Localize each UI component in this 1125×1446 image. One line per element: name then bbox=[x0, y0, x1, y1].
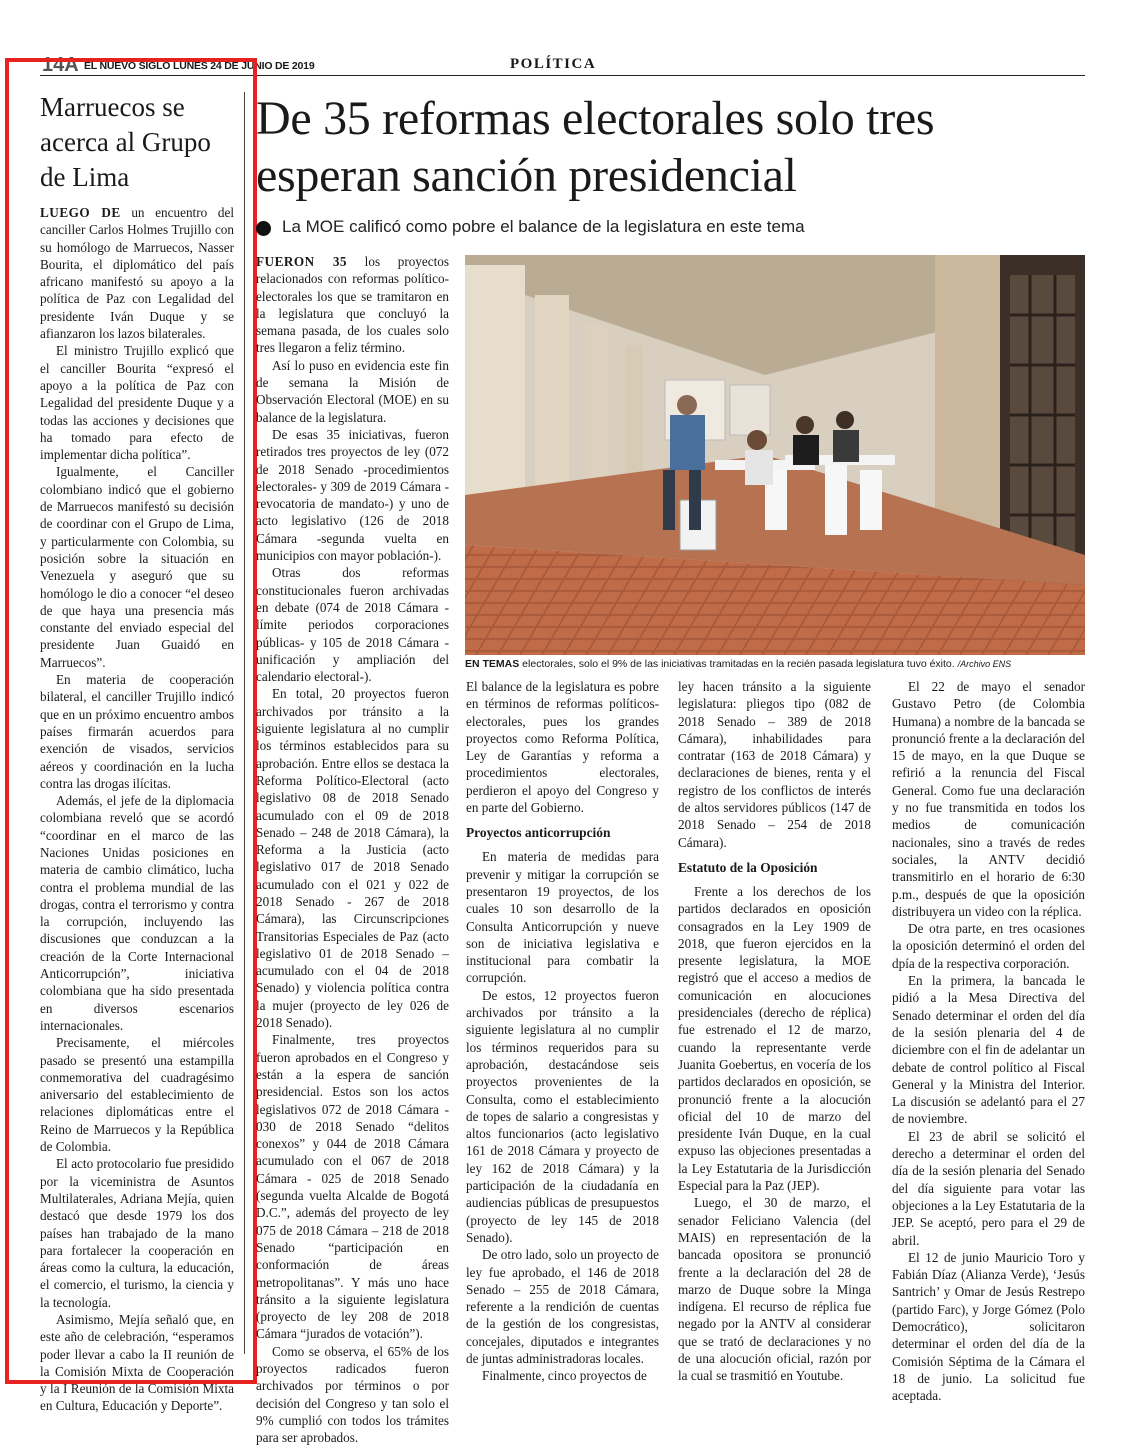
article-paragraph: Finalmente, tres proyectos fueron aprobados en el Congreso y están a la espera de sanción presidencial. Estos son los actos legislativos 072 de 2018 Cámara - 030 de 2018 Senado “delitos conexos” y 044 de 2018 Cámara acumulado con el 067 de 2018 Cámara - 025 de 2018 Senado (segunda vuelta Alcalde de Bogotá D.C.”, además del proyecto de ley 075 de 2018 Cámara – 218 de 2018 Senado “participación en conformación de áreas metropolitanas”. Y más uno hace tránsito a la siguiente legislatura (proyecto de ley 208 de 2018 Cámara “jurados de votación”). bbox=[256, 1032, 449, 1342]
sidebar-paragraph: Precisamente, el miércoles pasado se presentó una estampilla conmemorativa del cuadragésimo aniversario del establecimiento de relaciones diplomáticas entre el Reino de Marruecos y la República de Colombia. bbox=[40, 1035, 234, 1155]
sidebar-paragraph: Además, el jefe de la diplomacia colombiana reveló que se acordó “coordinar en el marco de las Naciones Unidas posiciones en materia de cambio climático, lucha contra el problema mundial de las drogas, contra el terrorismo y contra la corrupción, incluyendo las discusiones que conduzcan a la creación de la Corte Internacional Anticorrupción”, iniciativa colombiana que ha sido presentada en diversos escenarios internacionales. bbox=[40, 793, 234, 1033]
article-paragraph: El 22 de mayo el senador Gustavo Petro (de Colombia Humana) a nombre de la bancada se pronunció frente a la declaración del 15 de mayo, en la que Duque se refirió a la renuncia del Fiscal General. Como fue una declaración y no fue transmitida en todos los medios de comunicación nacionales, sino a través de redes sociales, la ANTV decidió transmitirlo en el horario de 6:30 p.m., después de que la oposición distribuyera un video con la réplica. bbox=[892, 679, 1085, 919]
voting-scene-illustration bbox=[465, 255, 1085, 655]
highlight-box bbox=[5, 58, 257, 1384]
article-subtitle: La MOE calificó como pobre el balance de la legislatura en este tema bbox=[282, 217, 805, 236]
section-label: POLÍTICA bbox=[510, 56, 597, 72]
article-title: De 35 reformas electorales solo tres esperan sanción presidencial bbox=[256, 92, 935, 202]
article-paragraph: De estos, 12 proyectos fueron archivados por tránsito a la siguiente legislatura al no cumplir los términos requeridos para su aprobación, destacándose seis proyectos provenientes de la Consulta, como el establecimiento de topes de salario a congresistas y altos funcionarios (acto legislativo 161 de 2018 Cámara y proyecto de ley 162 de 2018 Cámara) y la participación de la ciudadanía en audiencias públicas de presupuestos (proyecto de ley 145 de 2018 Senado). bbox=[466, 987, 659, 1245]
article-paragraph: El 23 de abril se solicitó el derecho a determinar el orden del día de la sesión plenaria del Senado del día siguiente para votar las objeciones a la Ley Estatutaria de la JEP. Se aceptó, pero para el 29 de abril. bbox=[892, 1128, 1085, 1248]
article-kicker: FUERON 35 bbox=[256, 254, 348, 269]
article-column-4 bbox=[892, 678, 1085, 1404]
article-lead-text: los proyectos relacionados con reformas político-electorales los que se tramitaron en la legislatura que concluyó la semana pasada, de los cuales solo tres llegaron a feliz término. bbox=[256, 254, 449, 356]
article-paragraph: Así lo puso en evidencia este fin de semana la Misión de Observación Electoral (MOE) en su balance de la legislatura. bbox=[256, 357, 449, 425]
sidebar-title: Marruecos se acerca al Grupo de Lima bbox=[40, 92, 211, 192]
sidebar-lead-text: un encuentro del canciller Carlos Holmes Trujillo con su homólogo de Marruecos, Nasser Bourita, el diplomático del país africano manifestó su apoyo a la política de Paz con Legalidad del presidente Iván Duque y se afianzaron los lazos bilaterales. bbox=[40, 205, 234, 342]
subheading-oposicion: Estatuto de la Oposición bbox=[678, 859, 818, 875]
bullet-icon bbox=[256, 221, 271, 236]
caption-credit: /Archivo ENS bbox=[957, 659, 1012, 669]
sidebar-paragraph: El ministro Trujillo explicó que el canciller Bourita “expresó el apoyo a la política de Paz con Legalidad del presidente Duque y a todas las acciones y decisiones que ha tomado para efecto de implementar dicha política”. bbox=[40, 343, 234, 463]
sidebar-paragraph: Igualmente, el Canciller colombiano indicó que el gobierno de Marruecos manifestó su decisión de coordinar con el Grupo de Lima, y particularmente con Colombia, su posición sobre la situación en Venezuela y aseguró que su homólogo le dio a conocer “el deseo de que haya una presencia más constante del enviado especial del presidente Juan Guaidó en Marruecos”. bbox=[40, 464, 234, 670]
article-paragraph: Frente a los derechos de los partidos declarados en oposición consagrados en la Ley 1909 de 2018, que fueron ejercidos en la presente legislatura, la MOE registró que el acceso a medios de comunicación en alocuciones presidenciales (derecho de réplica) fue estrenado el 12 de marzo, cuando la representante verde Juanita Goebertus, en vocería de los partidos declarados en oposición, se pronunció frente a la alocución oficial del 10 de marzo del presidente Iván Duque, en la cual expuso las objeciones presentadas a la Ley Estatutaria de la Jurisdicción Especial para la Paz (JEP). bbox=[678, 883, 871, 1194]
sidebar-paragraph: El acto protocolario fue presidido por la viceministra de Asuntos Multilaterales, Adriana Mejía, quien destacó que desde 1979 los dos países han trabajado de la mano para fortalecer la cooperación en áreas como la cultura, la educación, el comercio, el turismo, la ciencia y la tecnología. bbox=[40, 1156, 234, 1310]
article-paragraph: En materia de medidas para prevenir y mitigar la corrupción se presentaron 19 proyectos, de los cuales 10 son desarrollo de la Consulta Anticorrupción y nueve son de iniciativa legislativa e institucional para combatir la corrupción. bbox=[466, 849, 659, 986]
article-column-3 bbox=[678, 678, 871, 1384]
article-column-2 bbox=[466, 678, 659, 1384]
article-paragraph: El balance de la legislatura es pobre en términos de reformas políticos-electorales, pues los grandes proyectos como Reforma Política, Ley de Garantías y reforma a procedimientos electorales, perdieron el apoyo del Congreso y en parte del Gobierno. bbox=[466, 679, 659, 816]
subheading-anticorrupcion: Proyectos anticorrupción bbox=[466, 825, 611, 841]
article-photo bbox=[465, 255, 1085, 655]
article-paragraph: El 12 de junio Mauricio Toro y Fabián Díaz (Alianza Verde), ‘Jesús Santrich’ y Omar de Jesús Restrepo (partido Farc), y Jorge Gómez (Polo Democrático), solicitaron determinar el orden del día de la Comisión Séptima de la Cámara el 18 de junio. La solicitud fue aceptada. bbox=[892, 1249, 1085, 1404]
sidebar-paragraph: Asimismo, Mejía señaló que, en este año de celebración, “esperamos poder llevar a cabo la II reunión de la Comisión Mixta de Cooperación y la I Reunión de la Comisión Mixta en Cultura, Educación y Deporte”. bbox=[40, 1312, 234, 1414]
article-paragraph: ley hacen tránsito a la siguiente legislatura: pliegos tipo (082 de 2018 Senado – 389 de 2018 Cámara), inhabilidades para contratar (163 de 2018 Cámara) y declaraciones de bienes, renta y el registro de los conflictos de interés de altos servidores públicos (147 de 2018 Senado – 254 de 2018 Cámara). bbox=[678, 679, 871, 850]
article-paragraph: De esas 35 iniciativas, fueron retirados tres proyectos de ley (072 de 2018 Senado -procedimientos electorales- y 309 de 2019 Cámara -revocatoria de mandato-) y uno de acto legislativo (126 de 2018 Cámara -segunda vuelta en municipios con mayor población-). bbox=[256, 426, 449, 564]
caption-lead: EN TEMAS bbox=[465, 658, 520, 670]
photo-caption bbox=[465, 658, 1085, 670]
article-paragraph: En total, 20 proyectos fueron archivados por tránsito a la siguiente legislatura al no cumplir los términos establecidos para su aprobación. Entre ellos se destaca la Reforma Político-Electoral (acto legislativo 08 de 2018 Senado acumulado con el 09 de 2018 Senado – 248 de 2018 Cámara), la Reforma a la Justicia (acto legislativo 017 de 2018 Senado acumulado con el 021 y 022 de 2018 Senado - 267 de 2018 Cámara), las Circunscripciones Transitorias Especiales de Paz (acto legislativo 01 de 2018 Senado – acumulado con el 04 de 2018 Senado) y violencia política contra la mujer (proyecto de ley 026 de 2018 Senado). bbox=[256, 686, 449, 1031]
article-column-1 bbox=[256, 253, 449, 1446]
paper-info: EL NUEVO SIGLO LUNES 24 DE JUNIO DE 2019 bbox=[84, 60, 315, 72]
article-paragraph: En la primera, la bancada le pidió a la Mesa Directiva del Senado determinar el orden del día de la sesión plenaria del 4 de diciembre con el fin de adelantar un debate de control político al Fiscal General y la Ministra del Interior. La discusión se adelantó para el 27 de noviembre. bbox=[892, 973, 1085, 1127]
article-paragraph: Finalmente, cinco proyectos de bbox=[482, 1368, 647, 1384]
article-paragraph: Como se observa, el 65% de los proyectos radicados fueron archivados por términos o por decisión del Congreso y tan solo el 9% cumplió con todos los trámites para ser aprobados. bbox=[256, 1343, 449, 1446]
page-number: 14A bbox=[42, 54, 79, 76]
article-paragraph: Luego, el 30 de marzo, el senador Feliciano Valencia (del MAIS) en representación de la bancada opositora se pronunció frente a la declaración del 28 de marzo de Duque sobre la Minga indígena. El recurso de réplica fue negado por la ANTV al considerar que se trató de declaraciones y no de una alocución oficial, razón por la cual se trasmitió en Youtube. bbox=[678, 1195, 871, 1384]
caption-text: electorales, solo el 9% de las iniciativas tramitadas en la recién pasada legislatura tuvo éxito. bbox=[519, 658, 955, 670]
article-lead bbox=[256, 253, 449, 357]
article-paragraph: De otra parte, en tres ocasiones la oposición determinó el orden del dpía de la respectiva corporación. bbox=[892, 921, 1085, 971]
sidebar-kicker: LUEGO DE bbox=[40, 205, 121, 220]
sidebar-paragraph: En materia de cooperación bilateral, el canciller Trujillo indicó que en un próximo encuentro ambos países firmarán acuerdos para exención de visados, servicios aéreos y coordinación en la lucha contra las drogas ilícitas. bbox=[40, 672, 234, 791]
article-paragraph: De otro lado, solo un proyecto de ley fue aprobado, el 146 de 2018 Senado – 255 de 2018 Cámara, referente a la rendición de cuentas de la gestión de los congresistas, concejales, diputados e integrantes de juntas administradoras locales. bbox=[466, 1247, 659, 1366]
article-paragraph: Otras dos reformas constitucionales fueron archivadas en debate (074 de 2018 Cámara -límite periodos corporaciones públicas- y 105 de 2018 Cámara -unificación y ampliación del calendario electoral-). bbox=[256, 565, 449, 685]
